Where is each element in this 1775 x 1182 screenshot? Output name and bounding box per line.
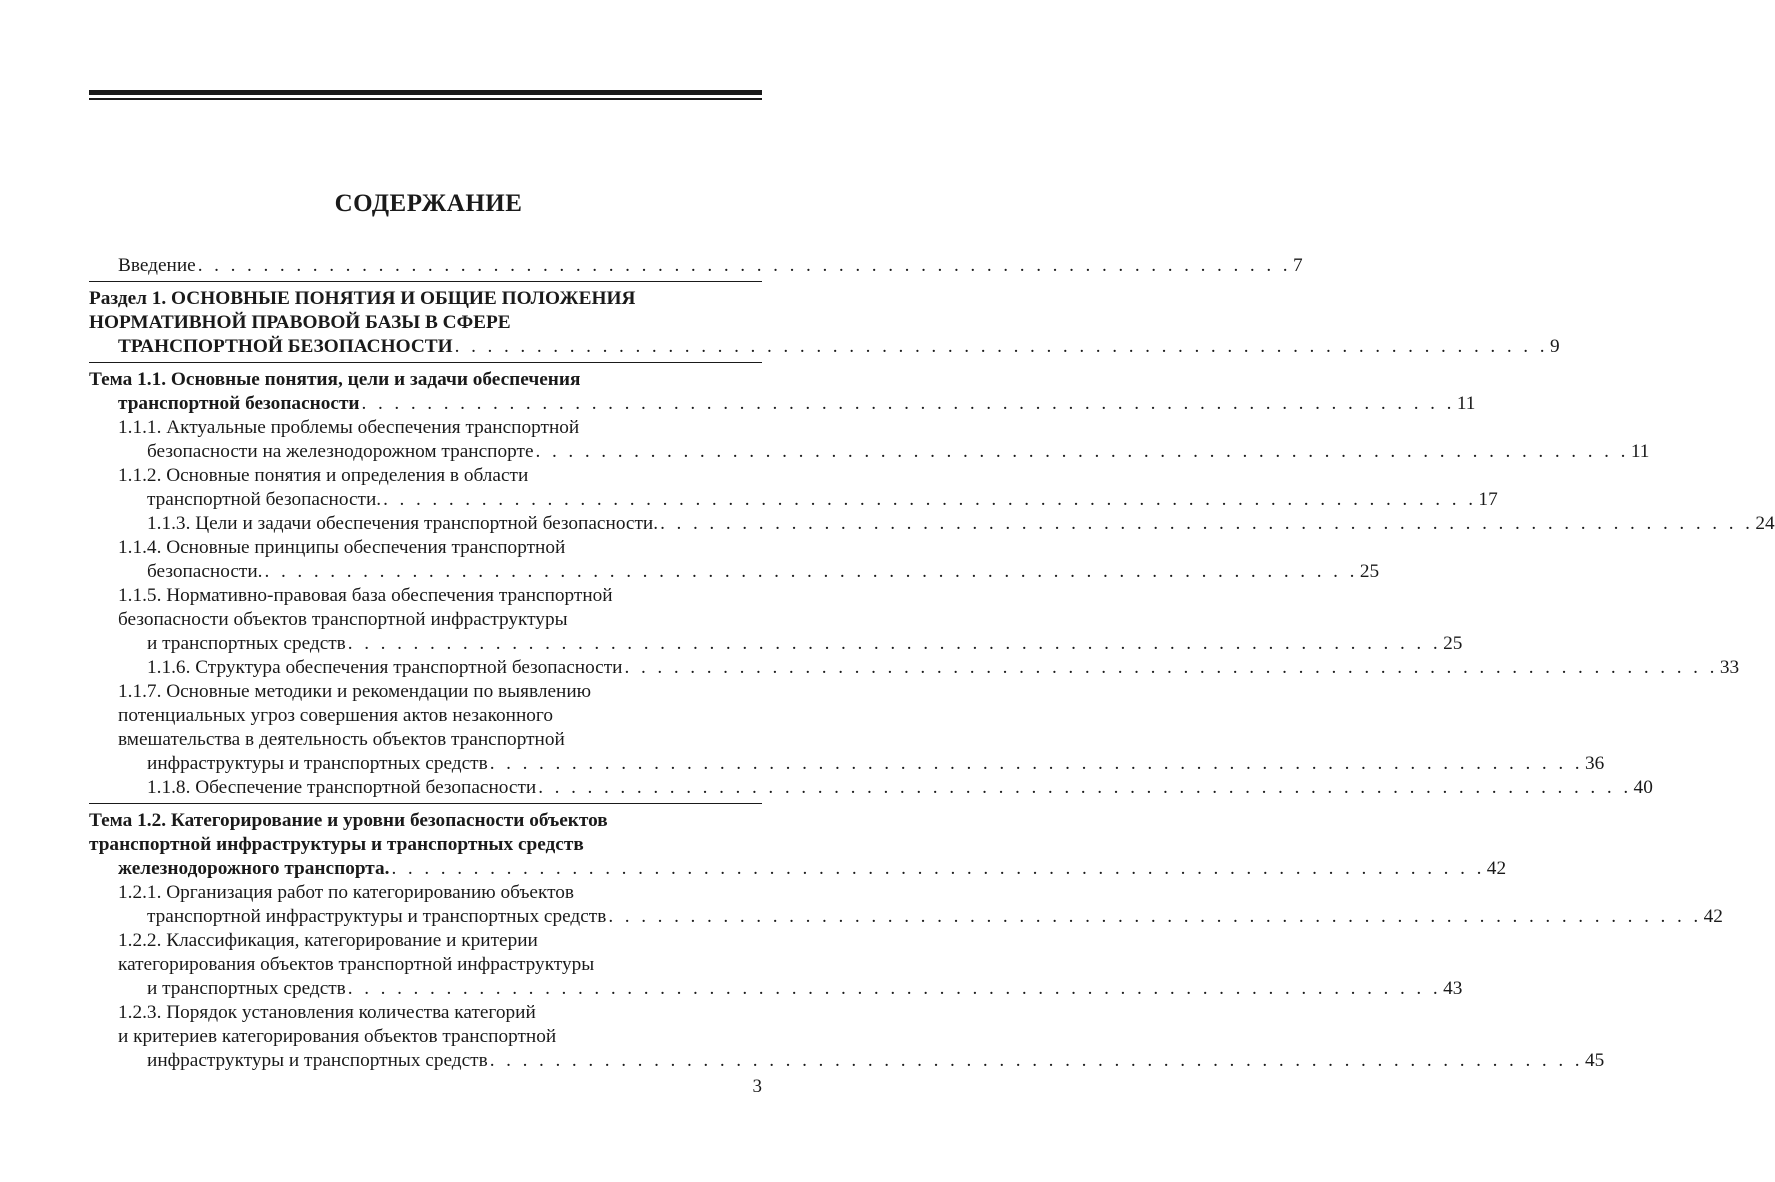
toc-entry-text: 1.2.1. Организация работ по категорированию объектов xyxy=(118,882,575,903)
toc-entry xyxy=(89,281,1560,359)
toc-page-number: 11 xyxy=(1456,393,1476,414)
toc-entry-text: транспортной инфраструктуры и транспортных средств xyxy=(147,906,607,927)
dot-leader: . . . . . . . . . . . . . . . . . . . . . . . . . . . . . . . . . . . . . . . . . . . . . . . . . . . . . . . . . . . . . . . . . . . xyxy=(538,777,1632,798)
page-number: 3 xyxy=(752,1076,762,1097)
toc-entry xyxy=(89,512,1775,536)
toc-entry-text: 1.1.7. Основные методики и рекомендации по выявлению xyxy=(118,681,592,702)
toc-page-number: 25 xyxy=(1443,633,1463,654)
toc-entry-text: железнодорожного транспорта. xyxy=(118,858,390,879)
toc-entry-text: НОРМАТИВНОЙ ПРАВОВОЙ БАЗЫ В СФЕРЕ xyxy=(89,312,511,333)
toc-entry xyxy=(89,464,1498,512)
dot-leader: . . . . . . . . . . . . . . . . . . . . . . . . . . . . . . . . . . . . . . . . . . . . . . . . . . . . . . . . . . . . . . . . . . . xyxy=(347,978,1442,999)
toc-page-number: 11 xyxy=(1630,441,1650,462)
toc-entry-text: Тема 1.1. Основные понятия, цели и задачи обеспечения xyxy=(89,369,581,390)
toc-entry xyxy=(89,680,1605,776)
dot-leader: . . . . . . . . . . . . . . . . . . . . . . . . . . . . . . . . . . . . . . . . . . . . . . . . . . . . . . . . . . . . . . . . . . . xyxy=(608,906,1702,927)
dot-leader: . . . . . . . . . . . . . . . . . . . . . . . . . . . . . . . . . . . . . . . . . . . . . . . . . . . . . . . . . . . . . . . . . . . xyxy=(361,393,1455,414)
page-title: СОДЕРЖАНИЕ xyxy=(334,190,523,217)
toc-page-number: 24 xyxy=(1755,513,1775,534)
toc-entry-text: и транспортных средств xyxy=(147,978,346,999)
toc-entry-text: Тема 1.2. Категорирование и уровни безопасности объектов xyxy=(89,810,608,831)
toc-page-number: 36 xyxy=(1585,753,1605,774)
toc-page-number: 42 xyxy=(1486,858,1507,879)
toc-entry-text: транспортной безопасности xyxy=(118,393,360,414)
toc-page-number: 33 xyxy=(1719,657,1740,678)
toc-page-number: 7 xyxy=(1293,255,1303,276)
toc-entry xyxy=(89,776,1653,800)
header-rule-thin xyxy=(89,98,762,100)
header-rule-thick xyxy=(89,90,762,95)
toc-entry-text: и транспортных средств xyxy=(147,633,346,654)
toc-entry-text: 1.1.8. Обеспечение транспортной безопасности xyxy=(147,777,537,798)
toc-entry-text: безопасности на железнодорожном транспорте xyxy=(147,441,534,462)
toc-entry-text: инфраструктуры и транспортных средств xyxy=(147,1050,488,1071)
toc-entry-text: 1.1.5. Нормативно-правовая база обеспечения транспортной xyxy=(118,585,613,606)
toc-entry xyxy=(89,881,1723,929)
dot-leader: . . . . . . . . . . . . . . . . . . . . . . . . . . . . . . . . . . . . . . . . . . . . . . . . . . . . . . . . . . . . . . . . . . . xyxy=(624,657,1718,678)
dot-leader: . . . . . . . . . . . . . . . . . . . . . . . . . . . . . . . . . . . . . . . . . . . . . . . . . . . . . . . . . . . . . . . . . . . xyxy=(391,858,1485,879)
toc-entry-text: 1.1.6. Структура обеспечения транспортной безопасности xyxy=(147,657,623,678)
table-of-contents xyxy=(89,254,1775,1073)
toc-page-number: 43 xyxy=(1443,978,1463,999)
toc-entry-text: потенциальных угроз совершения актов незаконного xyxy=(118,705,553,726)
toc-entry-text: безопасности. xyxy=(147,561,263,582)
toc-entry xyxy=(89,1001,1605,1073)
dot-leader: . . . . . . . . . . . . . . . . . . . . . . . . . . . . . . . . . . . . . . . . . . . . . . . . . . . . . . . . . . . . . . . . . . . xyxy=(347,633,1442,654)
toc-entry-text: и критериев категорирования объектов транспортной xyxy=(118,1026,557,1047)
dot-leader: . . . . . . . . . . . . . . . . . . . . . . . . . . . . . . . . . . . . . . . . . . . . . . . . . . . . . . . . . . . . . . . . . . . xyxy=(197,255,1292,276)
toc-entry xyxy=(89,584,1463,656)
dot-leader: . . . . . . . . . . . . . . . . . . . . . . . . . . . . . . . . . . . . . . . . . . . . . . . . . . . . . . . . . . . . . . . . . . . xyxy=(383,489,1477,510)
toc-entry-text: Введение xyxy=(118,255,196,276)
toc-entry xyxy=(89,536,1380,584)
toc-entry-text: вмешательства в деятельность объектов транспортной xyxy=(118,729,565,750)
toc-entry-text: безопасности объектов транспортной инфраструктуры xyxy=(118,609,568,630)
dot-leader: . . . . . . . . . . . . . . . . . . . . . . . . . . . . . . . . . . . . . . . . . . . . . . . . . . . . . . . . . . . . . . . . . . . xyxy=(535,441,1629,462)
toc-page-number: 45 xyxy=(1585,1050,1605,1071)
toc-entry xyxy=(89,362,1476,416)
toc-entry-text: транспортной инфраструктуры и транспортных средств xyxy=(89,834,584,855)
dot-leader: . . . . . . . . . . . . . . . . . . . . . . . . . . . . . . . . . . . . . . . . . . . . . . . . . . . . . . . . . . . . . . . . . . . xyxy=(489,753,1584,774)
toc-entry-text: 1.1.4. Основные принципы обеспечения транспортной xyxy=(118,537,566,558)
dot-leader: . . . . . . . . . . . . . . . . . . . . . . . . . . . . . . . . . . . . . . . . . . . . . . . . . . . . . . . . . . . . . . . . . . . xyxy=(660,513,1754,534)
dot-leader: . . . . . . . . . . . . . . . . . . . . . . . . . . . . . . . . . . . . . . . . . . . . . . . . . . . . . . . . . . . . . . . . . . . xyxy=(489,1050,1584,1071)
toc-entry-text: 1.2.2. Классификация, категорирование и критерии xyxy=(118,930,538,951)
toc-page-number: 42 xyxy=(1703,906,1723,927)
toc-page-number: 25 xyxy=(1359,561,1380,582)
toc-entry-text: 1.1.1. Актуальные проблемы обеспечения транспортной xyxy=(118,417,580,438)
dot-leader: . . . . . . . . . . . . . . . . . . . . . . . . . . . . . . . . . . . . . . . . . . . . . . . . . . . . . . . . . . . . . . . . . . . xyxy=(454,336,1548,357)
toc-entry-text: транспортной безопасности. xyxy=(147,489,382,510)
toc-entry-text: 1.1.2. Основные понятия и определения в области xyxy=(118,465,529,486)
dot-leader: . . . . . . . . . . . . . . . . . . . . . . . . . . . . . . . . . . . . . . . . . . . . . . . . . . . . . . . . . . . . . . . . . . . xyxy=(264,561,1358,582)
toc-entry-text: 1.2.3. Порядок установления количества категорий xyxy=(118,1002,536,1023)
toc-entry xyxy=(89,656,1740,680)
toc-entry-text: ТРАНСПОРТНОЙ БЕЗОПАСНОСТИ xyxy=(118,336,453,357)
toc-entry-text: 1.1.3. Цели и задачи обеспечения транспортной безопасности. xyxy=(147,513,659,534)
toc-page-number: 40 xyxy=(1633,777,1653,798)
toc-page-number: 9 xyxy=(1549,336,1560,357)
toc-entry-text: категорирования объектов транспортной инфраструктуры xyxy=(118,954,595,975)
toc-page-number: 17 xyxy=(1478,489,1498,510)
toc-entry-text: инфраструктуры и транспортных средств xyxy=(147,753,488,774)
toc-entry-text: Раздел 1. ОСНОВНЫЕ ПОНЯТИЯ И ОБЩИЕ ПОЛОЖЕНИЯ xyxy=(89,288,636,309)
toc-entry xyxy=(89,416,1650,464)
toc-entry xyxy=(89,254,1303,278)
toc-entry xyxy=(89,929,1463,1001)
toc-entry xyxy=(89,803,1507,881)
